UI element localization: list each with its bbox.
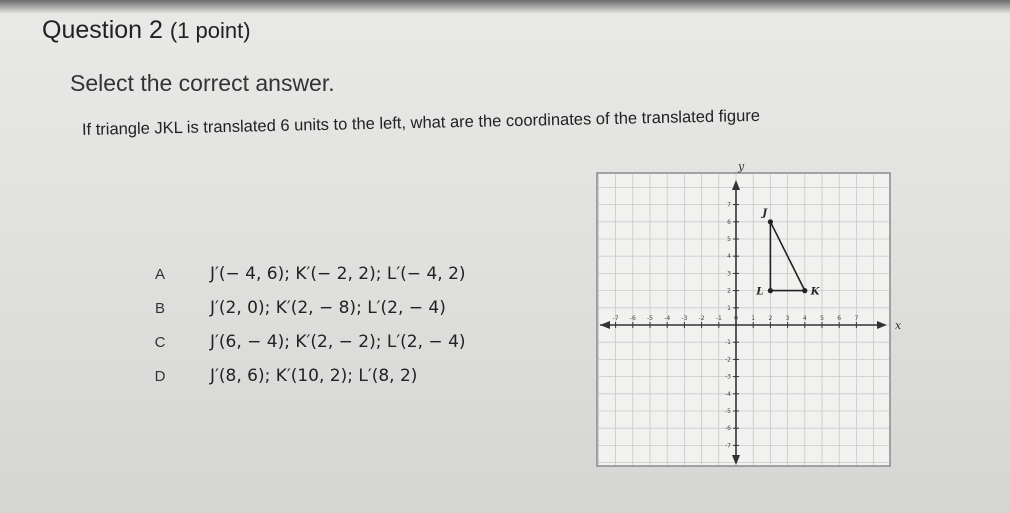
y-tick-label: -5 bbox=[725, 408, 731, 415]
option-text: J′(8, 6); K′(10, 2); L′(8, 2) bbox=[210, 366, 418, 386]
option-letter: D bbox=[154, 368, 166, 385]
x-tick-label: -5 bbox=[647, 315, 653, 322]
option-d[interactable] bbox=[140, 364, 500, 392]
y-tick-label: -2 bbox=[725, 356, 731, 364]
y-tick-label: 2 bbox=[727, 287, 731, 295]
option-text: J′(6, − 4); K′(2, − 2); L′(2, − 4) bbox=[210, 332, 466, 352]
x-tick-label: -7 bbox=[612, 315, 619, 322]
x-tick-label: -6 bbox=[629, 315, 636, 322]
y-tick-label: 4 bbox=[727, 253, 731, 261]
option-text: J′(2, 0); K′(2, − 8); L′(2, − 4) bbox=[210, 298, 446, 318]
x-tick-label: -4 bbox=[664, 315, 671, 322]
point-label-k: K bbox=[810, 286, 820, 298]
option-a[interactable] bbox=[140, 262, 500, 290]
x-tick-label: -3 bbox=[681, 315, 688, 322]
coordinate-plane bbox=[596, 160, 902, 467]
point-j bbox=[768, 219, 773, 224]
question-points: (1 point) bbox=[169, 18, 251, 43]
y-tick-label: -6 bbox=[725, 425, 731, 433]
y-tick-label: -7 bbox=[725, 442, 731, 450]
x-tick-label: 5 bbox=[820, 315, 824, 322]
point-label-l: L bbox=[756, 286, 764, 298]
x-tick-label: 2 bbox=[768, 315, 773, 322]
y-axis-label: y bbox=[738, 160, 745, 173]
y-tick-label: -4 bbox=[725, 390, 731, 398]
point-l bbox=[768, 288, 773, 293]
x-tick-label: 3 bbox=[785, 315, 790, 322]
instruction-text: Select the correct answer. bbox=[70, 70, 335, 96]
y-tick-label: -1 bbox=[725, 339, 731, 347]
x-tick-label: -2 bbox=[698, 315, 705, 322]
x-tick-label: 0 bbox=[734, 315, 738, 322]
screen-top-edge bbox=[0, 0, 1010, 14]
option-letter: B bbox=[154, 300, 165, 317]
question-number: Question 2 bbox=[42, 16, 163, 44]
graph-frame bbox=[597, 173, 890, 466]
y-tick-label: 6 bbox=[727, 218, 731, 226]
y-tick-label: 5 bbox=[727, 236, 731, 243]
x-tick-label: 1 bbox=[751, 315, 756, 322]
x-axis-label: x bbox=[895, 319, 902, 332]
y-tick-label: 7 bbox=[727, 201, 731, 209]
x-tick-label: 7 bbox=[854, 315, 859, 322]
option-letter: C bbox=[154, 334, 166, 351]
y-tick-label: 3 bbox=[727, 270, 731, 278]
x-tick-label: 4 bbox=[802, 315, 807, 322]
y-tick-label: -3 bbox=[725, 373, 731, 381]
x-tick-label: -1 bbox=[715, 315, 722, 322]
option-b[interactable] bbox=[140, 296, 500, 324]
question-title bbox=[42, 16, 251, 45]
option-letter: A bbox=[154, 266, 165, 283]
x-tick-label: 6 bbox=[837, 315, 842, 322]
question-prompt: If triangle JKL is translated 6 units to the left, what are the coordinates of the translated figure bbox=[81, 106, 761, 139]
y-tick-label: 1 bbox=[727, 304, 731, 312]
point-label-j: J bbox=[762, 207, 768, 219]
option-c[interactable] bbox=[140, 330, 500, 358]
option-text: J′(− 4, 6); K′(− 2, 2); L′(− 4, 2) bbox=[210, 264, 466, 284]
point-k bbox=[802, 288, 807, 293]
